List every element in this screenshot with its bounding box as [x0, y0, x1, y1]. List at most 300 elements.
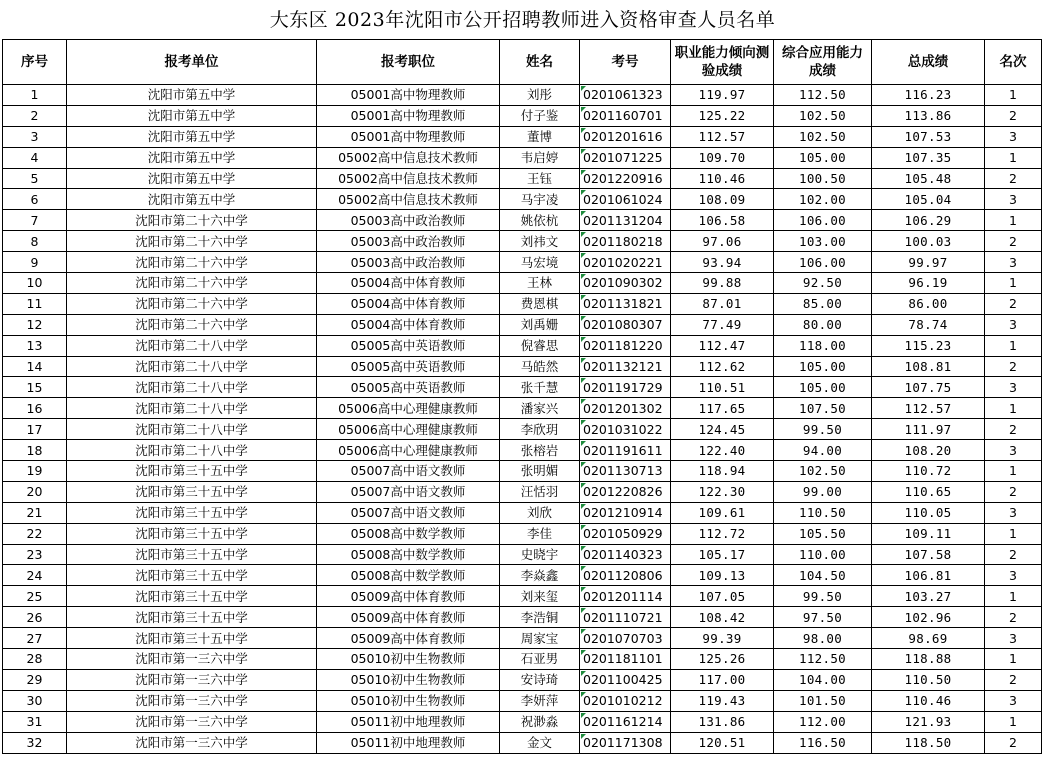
cell-comprehensive-score: 101.50 — [774, 690, 872, 711]
cell-name: 马宇凌 — [500, 189, 580, 210]
cell-unit: 沈阳市第三十五中学 — [67, 628, 317, 649]
cell-comprehensive-score: 103.00 — [774, 231, 872, 252]
cell-position: 05010初中生物教师 — [317, 649, 500, 670]
cell-unit: 沈阳市第二十六中学 — [67, 314, 317, 335]
cell-comprehensive-score: 110.50 — [774, 502, 872, 523]
cell-exam-no: 0201071225 — [580, 147, 671, 168]
cell-total-score: 106.29 — [872, 210, 985, 231]
cell-rank: 2 — [985, 419, 1042, 440]
cell-name: 刘禹姗 — [500, 314, 580, 335]
table-row — [3, 649, 1042, 670]
cell-position: 05011初中地理教师 — [317, 732, 500, 753]
cell-total-score: 110.46 — [872, 690, 985, 711]
cell-seq: 2 — [3, 105, 67, 126]
table-row — [3, 565, 1042, 586]
table-row — [3, 85, 1042, 106]
cell-rank: 1 — [985, 147, 1042, 168]
cell-aptitude-score: 93.94 — [671, 252, 774, 273]
cell-total-score: 78.74 — [872, 314, 985, 335]
cell-rank: 1 — [985, 398, 1042, 419]
cell-name: 潘家兴 — [500, 398, 580, 419]
cell-exam-no: 0201160701 — [580, 105, 671, 126]
cell-rank: 1 — [985, 586, 1042, 607]
table-row — [3, 231, 1042, 252]
cell-aptitude-score: 106.58 — [671, 210, 774, 231]
cell-total-score: 107.58 — [872, 544, 985, 565]
cell-comprehensive-score: 118.00 — [774, 335, 872, 356]
cell-exam-no: 0201010212 — [580, 690, 671, 711]
cell-rank: 2 — [985, 732, 1042, 753]
cell-unit: 沈阳市第一三六中学 — [67, 711, 317, 732]
cell-comprehensive-score: 102.50 — [774, 105, 872, 126]
cell-position: 05002高中信息技术教师 — [317, 147, 500, 168]
cell-unit: 沈阳市第三十五中学 — [67, 523, 317, 544]
cell-seq: 3 — [3, 126, 67, 147]
cell-aptitude-score: 122.30 — [671, 481, 774, 502]
cell-seq: 4 — [3, 147, 67, 168]
table-row — [3, 356, 1042, 377]
cell-unit: 沈阳市第五中学 — [67, 85, 317, 106]
candidate-table — [2, 39, 1042, 754]
cell-seq: 12 — [3, 314, 67, 335]
cell-rank: 2 — [985, 356, 1042, 377]
cell-exam-no: 0201031022 — [580, 419, 671, 440]
table-row — [3, 377, 1042, 398]
cell-exam-no: 0201180218 — [580, 231, 671, 252]
cell-comprehensive-score: 116.50 — [774, 732, 872, 753]
header-comprehensive-score: 综合应用能力成绩 — [774, 40, 872, 85]
cell-position: 05006高中心理健康教师 — [317, 419, 500, 440]
cell-exam-no: 0201131204 — [580, 210, 671, 231]
cell-position: 05009高中体育教师 — [317, 607, 500, 628]
table-row — [3, 189, 1042, 210]
cell-name: 李妍萍 — [500, 690, 580, 711]
table-row — [3, 711, 1042, 732]
cell-rank: 1 — [985, 210, 1042, 231]
cell-comprehensive-score: 94.00 — [774, 440, 872, 461]
cell-rank: 3 — [985, 565, 1042, 586]
cell-total-score: 111.97 — [872, 419, 985, 440]
cell-position: 05007高中语文教师 — [317, 481, 500, 502]
cell-aptitude-score: 109.13 — [671, 565, 774, 586]
cell-unit: 沈阳市第二十六中学 — [67, 252, 317, 273]
cell-exam-no: 0201220916 — [580, 168, 671, 189]
cell-position: 05003高中政治教师 — [317, 252, 500, 273]
cell-comprehensive-score: 85.00 — [774, 293, 872, 314]
cell-name: 刘祎文 — [500, 231, 580, 252]
cell-total-score: 102.96 — [872, 607, 985, 628]
cell-unit: 沈阳市第二十八中学 — [67, 377, 317, 398]
cell-exam-no: 0201201114 — [580, 586, 671, 607]
table-row — [3, 690, 1042, 711]
cell-comprehensive-score: 104.50 — [774, 565, 872, 586]
cell-name: 汪恬羽 — [500, 481, 580, 502]
cell-seq: 22 — [3, 523, 67, 544]
cell-unit: 沈阳市第一三六中学 — [67, 732, 317, 753]
cell-aptitude-score: 117.00 — [671, 669, 774, 690]
table-row — [3, 314, 1042, 335]
cell-name: 姚依杭 — [500, 210, 580, 231]
cell-position: 05001高中物理教师 — [317, 105, 500, 126]
cell-rank: 1 — [985, 711, 1042, 732]
cell-unit: 沈阳市第五中学 — [67, 126, 317, 147]
cell-exam-no: 0201080307 — [580, 314, 671, 335]
cell-name: 倪睿思 — [500, 335, 580, 356]
cell-exam-no: 0201090302 — [580, 273, 671, 294]
cell-position: 05005高中英语教师 — [317, 377, 500, 398]
table-row — [3, 335, 1042, 356]
cell-aptitude-score: 112.57 — [671, 126, 774, 147]
cell-total-score: 107.75 — [872, 377, 985, 398]
cell-seq: 28 — [3, 649, 67, 670]
cell-total-score: 109.11 — [872, 523, 985, 544]
cell-unit: 沈阳市第五中学 — [67, 168, 317, 189]
cell-unit: 沈阳市第二十六中学 — [67, 293, 317, 314]
header-total-score: 总成绩 — [872, 40, 985, 85]
cell-total-score: 105.04 — [872, 189, 985, 210]
cell-position: 05009高中体育教师 — [317, 586, 500, 607]
cell-name: 张榕岩 — [500, 440, 580, 461]
cell-unit: 沈阳市第五中学 — [67, 105, 317, 126]
cell-aptitude-score: 108.42 — [671, 607, 774, 628]
cell-position: 05007高中语文教师 — [317, 461, 500, 482]
cell-total-score: 118.88 — [872, 649, 985, 670]
cell-position: 05004高中体育教师 — [317, 314, 500, 335]
cell-rank: 1 — [985, 273, 1042, 294]
cell-unit: 沈阳市第三十五中学 — [67, 461, 317, 482]
cell-exam-no: 0201210914 — [580, 502, 671, 523]
cell-seq: 9 — [3, 252, 67, 273]
cell-seq: 31 — [3, 711, 67, 732]
cell-name: 马皓然 — [500, 356, 580, 377]
table-row — [3, 481, 1042, 502]
cell-rank: 1 — [985, 85, 1042, 106]
cell-name: 费恩棋 — [500, 293, 580, 314]
cell-total-score: 105.48 — [872, 168, 985, 189]
cell-aptitude-score: 125.26 — [671, 649, 774, 670]
cell-seq: 17 — [3, 419, 67, 440]
cell-aptitude-score: 120.51 — [671, 732, 774, 753]
cell-position: 05010初中生物教师 — [317, 669, 500, 690]
cell-seq: 25 — [3, 586, 67, 607]
cell-total-score: 108.81 — [872, 356, 985, 377]
cell-exam-no: 0201050929 — [580, 523, 671, 544]
cell-rank: 3 — [985, 126, 1042, 147]
cell-rank: 2 — [985, 293, 1042, 314]
cell-rank: 3 — [985, 377, 1042, 398]
cell-position: 05002高中信息技术教师 — [317, 189, 500, 210]
cell-exam-no: 0201181220 — [580, 335, 671, 356]
cell-unit: 沈阳市第三十五中学 — [67, 544, 317, 565]
cell-total-score: 86.00 — [872, 293, 985, 314]
table-row — [3, 586, 1042, 607]
cell-unit: 沈阳市第三十五中学 — [67, 565, 317, 586]
cell-seq: 20 — [3, 481, 67, 502]
cell-total-score: 112.57 — [872, 398, 985, 419]
table-row — [3, 523, 1042, 544]
cell-unit: 沈阳市第二十六中学 — [67, 210, 317, 231]
cell-unit: 沈阳市第二十八中学 — [67, 419, 317, 440]
cell-rank: 2 — [985, 105, 1042, 126]
cell-rank: 2 — [985, 168, 1042, 189]
cell-aptitude-score: 122.40 — [671, 440, 774, 461]
cell-position: 05008高中数学教师 — [317, 523, 500, 544]
cell-comprehensive-score: 105.00 — [774, 377, 872, 398]
cell-exam-no: 0201191611 — [580, 440, 671, 461]
cell-position: 05003高中政治教师 — [317, 210, 500, 231]
table-row — [3, 126, 1042, 147]
cell-exam-no: 0201132121 — [580, 356, 671, 377]
cell-rank: 2 — [985, 481, 1042, 502]
cell-comprehensive-score: 80.00 — [774, 314, 872, 335]
cell-position: 05001高中物理教师 — [317, 85, 500, 106]
cell-comprehensive-score: 112.50 — [774, 649, 872, 670]
cell-seq: 15 — [3, 377, 67, 398]
cell-seq: 13 — [3, 335, 67, 356]
cell-seq: 7 — [3, 210, 67, 231]
cell-aptitude-score: 112.62 — [671, 356, 774, 377]
cell-aptitude-score: 99.88 — [671, 273, 774, 294]
cell-comprehensive-score: 102.50 — [774, 126, 872, 147]
cell-total-score: 110.65 — [872, 481, 985, 502]
cell-position: 05005高中英语教师 — [317, 335, 500, 356]
cell-total-score: 115.23 — [872, 335, 985, 356]
cell-position: 05011初中地理教师 — [317, 711, 500, 732]
cell-exam-no: 0201181101 — [580, 649, 671, 670]
table-row — [3, 273, 1042, 294]
cell-aptitude-score: 117.65 — [671, 398, 774, 419]
cell-comprehensive-score: 99.50 — [774, 586, 872, 607]
table-row — [3, 210, 1042, 231]
cell-total-score: 116.23 — [872, 85, 985, 106]
cell-name: 金文 — [500, 732, 580, 753]
cell-seq: 1 — [3, 85, 67, 106]
cell-total-score: 113.86 — [872, 105, 985, 126]
cell-name: 李佳 — [500, 523, 580, 544]
cell-rank: 3 — [985, 440, 1042, 461]
cell-aptitude-score: 87.01 — [671, 293, 774, 314]
cell-name: 刘欣 — [500, 502, 580, 523]
cell-position: 05005高中英语教师 — [317, 356, 500, 377]
header-aptitude-score: 职业能力倾向测验成绩 — [671, 40, 774, 85]
cell-unit: 沈阳市第二十六中学 — [67, 273, 317, 294]
table-row — [3, 440, 1042, 461]
cell-rank: 1 — [985, 649, 1042, 670]
cell-aptitude-score: 110.46 — [671, 168, 774, 189]
cell-seq: 5 — [3, 168, 67, 189]
cell-total-score: 118.50 — [872, 732, 985, 753]
header-seq: 序号 — [3, 40, 67, 85]
cell-name: 韦启婷 — [500, 147, 580, 168]
cell-total-score: 103.27 — [872, 586, 985, 607]
cell-comprehensive-score: 106.00 — [774, 210, 872, 231]
cell-rank: 3 — [985, 502, 1042, 523]
cell-total-score: 110.05 — [872, 502, 985, 523]
cell-comprehensive-score: 110.00 — [774, 544, 872, 565]
table-row — [3, 398, 1042, 419]
cell-comprehensive-score: 100.50 — [774, 168, 872, 189]
table-row — [3, 628, 1042, 649]
cell-exam-no: 0201140323 — [580, 544, 671, 565]
cell-comprehensive-score: 106.00 — [774, 252, 872, 273]
cell-unit: 沈阳市第三十五中学 — [67, 481, 317, 502]
cell-unit: 沈阳市第一三六中学 — [67, 690, 317, 711]
cell-rank: 3 — [985, 628, 1042, 649]
cell-comprehensive-score: 105.50 — [774, 523, 872, 544]
cell-aptitude-score: 97.06 — [671, 231, 774, 252]
cell-position: 05009高中体育教师 — [317, 628, 500, 649]
header-rank: 名次 — [985, 40, 1042, 85]
cell-aptitude-score: 107.05 — [671, 586, 774, 607]
cell-exam-no: 0201201302 — [580, 398, 671, 419]
cell-unit: 沈阳市第二十八中学 — [67, 356, 317, 377]
cell-rank: 1 — [985, 523, 1042, 544]
cell-rank: 3 — [985, 690, 1042, 711]
cell-aptitude-score: 125.22 — [671, 105, 774, 126]
cell-total-score: 99.97 — [872, 252, 985, 273]
cell-aptitude-score: 119.43 — [671, 690, 774, 711]
table-row — [3, 607, 1042, 628]
cell-aptitude-score: 109.70 — [671, 147, 774, 168]
cell-position: 05001高中物理教师 — [317, 126, 500, 147]
cell-total-score: 96.19 — [872, 273, 985, 294]
cell-exam-no: 0201201616 — [580, 126, 671, 147]
cell-exam-no: 0201120806 — [580, 565, 671, 586]
cell-unit: 沈阳市第二十八中学 — [67, 440, 317, 461]
cell-seq: 23 — [3, 544, 67, 565]
cell-rank: 2 — [985, 607, 1042, 628]
cell-unit: 沈阳市第三十五中学 — [67, 586, 317, 607]
cell-total-score: 108.20 — [872, 440, 985, 461]
cell-exam-no: 0201171308 — [580, 732, 671, 753]
cell-name: 祝渺淼 — [500, 711, 580, 732]
cell-exam-no: 0201100425 — [580, 669, 671, 690]
cell-comprehensive-score: 112.50 — [774, 85, 872, 106]
cell-seq: 32 — [3, 732, 67, 753]
cell-total-score: 121.93 — [872, 711, 985, 732]
table-row — [3, 461, 1042, 482]
cell-exam-no: 0201061024 — [580, 189, 671, 210]
cell-aptitude-score: 112.72 — [671, 523, 774, 544]
cell-name: 史晓宇 — [500, 544, 580, 565]
header-exam-no: 考号 — [580, 40, 671, 85]
cell-rank: 2 — [985, 231, 1042, 252]
cell-seq: 19 — [3, 461, 67, 482]
cell-unit: 沈阳市第二十八中学 — [67, 398, 317, 419]
cell-exam-no: 0201070703 — [580, 628, 671, 649]
table-row — [3, 168, 1042, 189]
cell-comprehensive-score: 105.00 — [774, 356, 872, 377]
cell-exam-no: 0201130713 — [580, 461, 671, 482]
cell-name: 付子鉴 — [500, 105, 580, 126]
cell-total-score: 107.53 — [872, 126, 985, 147]
cell-position: 05002高中信息技术教师 — [317, 168, 500, 189]
table-row — [3, 293, 1042, 314]
table-row — [3, 252, 1042, 273]
table-row — [3, 147, 1042, 168]
cell-exam-no: 0201110721 — [580, 607, 671, 628]
cell-unit: 沈阳市第五中学 — [67, 147, 317, 168]
cell-seq: 27 — [3, 628, 67, 649]
page-title: 大东区 2023年沈阳市公开招聘教师进入资格审查人员名单 — [269, 9, 776, 31]
cell-seq: 8 — [3, 231, 67, 252]
cell-exam-no: 0201191729 — [580, 377, 671, 398]
cell-seq: 30 — [3, 690, 67, 711]
cell-name: 张千慧 — [500, 377, 580, 398]
cell-rank: 1 — [985, 335, 1042, 356]
cell-unit: 沈阳市第一三六中学 — [67, 669, 317, 690]
cell-aptitude-score: 110.51 — [671, 377, 774, 398]
cell-aptitude-score: 124.45 — [671, 419, 774, 440]
cell-total-score: 100.03 — [872, 231, 985, 252]
cell-unit: 沈阳市第二十六中学 — [67, 231, 317, 252]
cell-name: 王钰 — [500, 168, 580, 189]
cell-position: 05006高中心理健康教师 — [317, 440, 500, 461]
cell-name: 李焱鑫 — [500, 565, 580, 586]
table-row — [3, 502, 1042, 523]
table-row — [3, 544, 1042, 565]
header-row — [3, 40, 1042, 85]
cell-total-score: 107.35 — [872, 147, 985, 168]
cell-aptitude-score: 118.94 — [671, 461, 774, 482]
cell-rank: 3 — [985, 189, 1042, 210]
cell-total-score: 110.72 — [872, 461, 985, 482]
cell-aptitude-score: 99.39 — [671, 628, 774, 649]
cell-seq: 18 — [3, 440, 67, 461]
cell-seq: 21 — [3, 502, 67, 523]
cell-position: 05003高中政治教师 — [317, 231, 500, 252]
cell-aptitude-score: 77.49 — [671, 314, 774, 335]
cell-exam-no: 0201061323 — [580, 85, 671, 106]
cell-exam-no: 0201220826 — [580, 481, 671, 502]
cell-total-score: 110.50 — [872, 669, 985, 690]
cell-unit: 沈阳市第五中学 — [67, 189, 317, 210]
cell-comprehensive-score: 102.50 — [774, 461, 872, 482]
cell-comprehensive-score: 112.00 — [774, 711, 872, 732]
cell-rank: 3 — [985, 314, 1042, 335]
cell-name: 李欣玥 — [500, 419, 580, 440]
cell-comprehensive-score: 99.00 — [774, 481, 872, 502]
cell-name: 周家宝 — [500, 628, 580, 649]
cell-comprehensive-score: 104.00 — [774, 669, 872, 690]
cell-position: 05008高中数学教师 — [317, 544, 500, 565]
cell-comprehensive-score: 105.00 — [774, 147, 872, 168]
cell-total-score: 106.81 — [872, 565, 985, 586]
cell-aptitude-score: 105.17 — [671, 544, 774, 565]
cell-position: 05006高中心理健康教师 — [317, 398, 500, 419]
cell-unit: 沈阳市第二十八中学 — [67, 335, 317, 356]
cell-rank: 2 — [985, 669, 1042, 690]
cell-seq: 29 — [3, 669, 67, 690]
cell-seq: 6 — [3, 189, 67, 210]
cell-unit: 沈阳市第三十五中学 — [67, 607, 317, 628]
header-unit: 报考单位 — [67, 40, 317, 85]
table-row — [3, 669, 1042, 690]
cell-unit: 沈阳市第三十五中学 — [67, 502, 317, 523]
cell-comprehensive-score: 98.00 — [774, 628, 872, 649]
header-position: 报考职位 — [317, 40, 500, 85]
cell-comprehensive-score: 97.50 — [774, 607, 872, 628]
cell-seq: 24 — [3, 565, 67, 586]
cell-position: 05008高中数学教师 — [317, 565, 500, 586]
cell-aptitude-score: 119.97 — [671, 85, 774, 106]
cell-name: 李浩铜 — [500, 607, 580, 628]
cell-exam-no: 0201161214 — [580, 711, 671, 732]
cell-name: 马宏境 — [500, 252, 580, 273]
cell-seq: 26 — [3, 607, 67, 628]
cell-rank: 1 — [985, 461, 1042, 482]
cell-rank: 2 — [985, 544, 1042, 565]
